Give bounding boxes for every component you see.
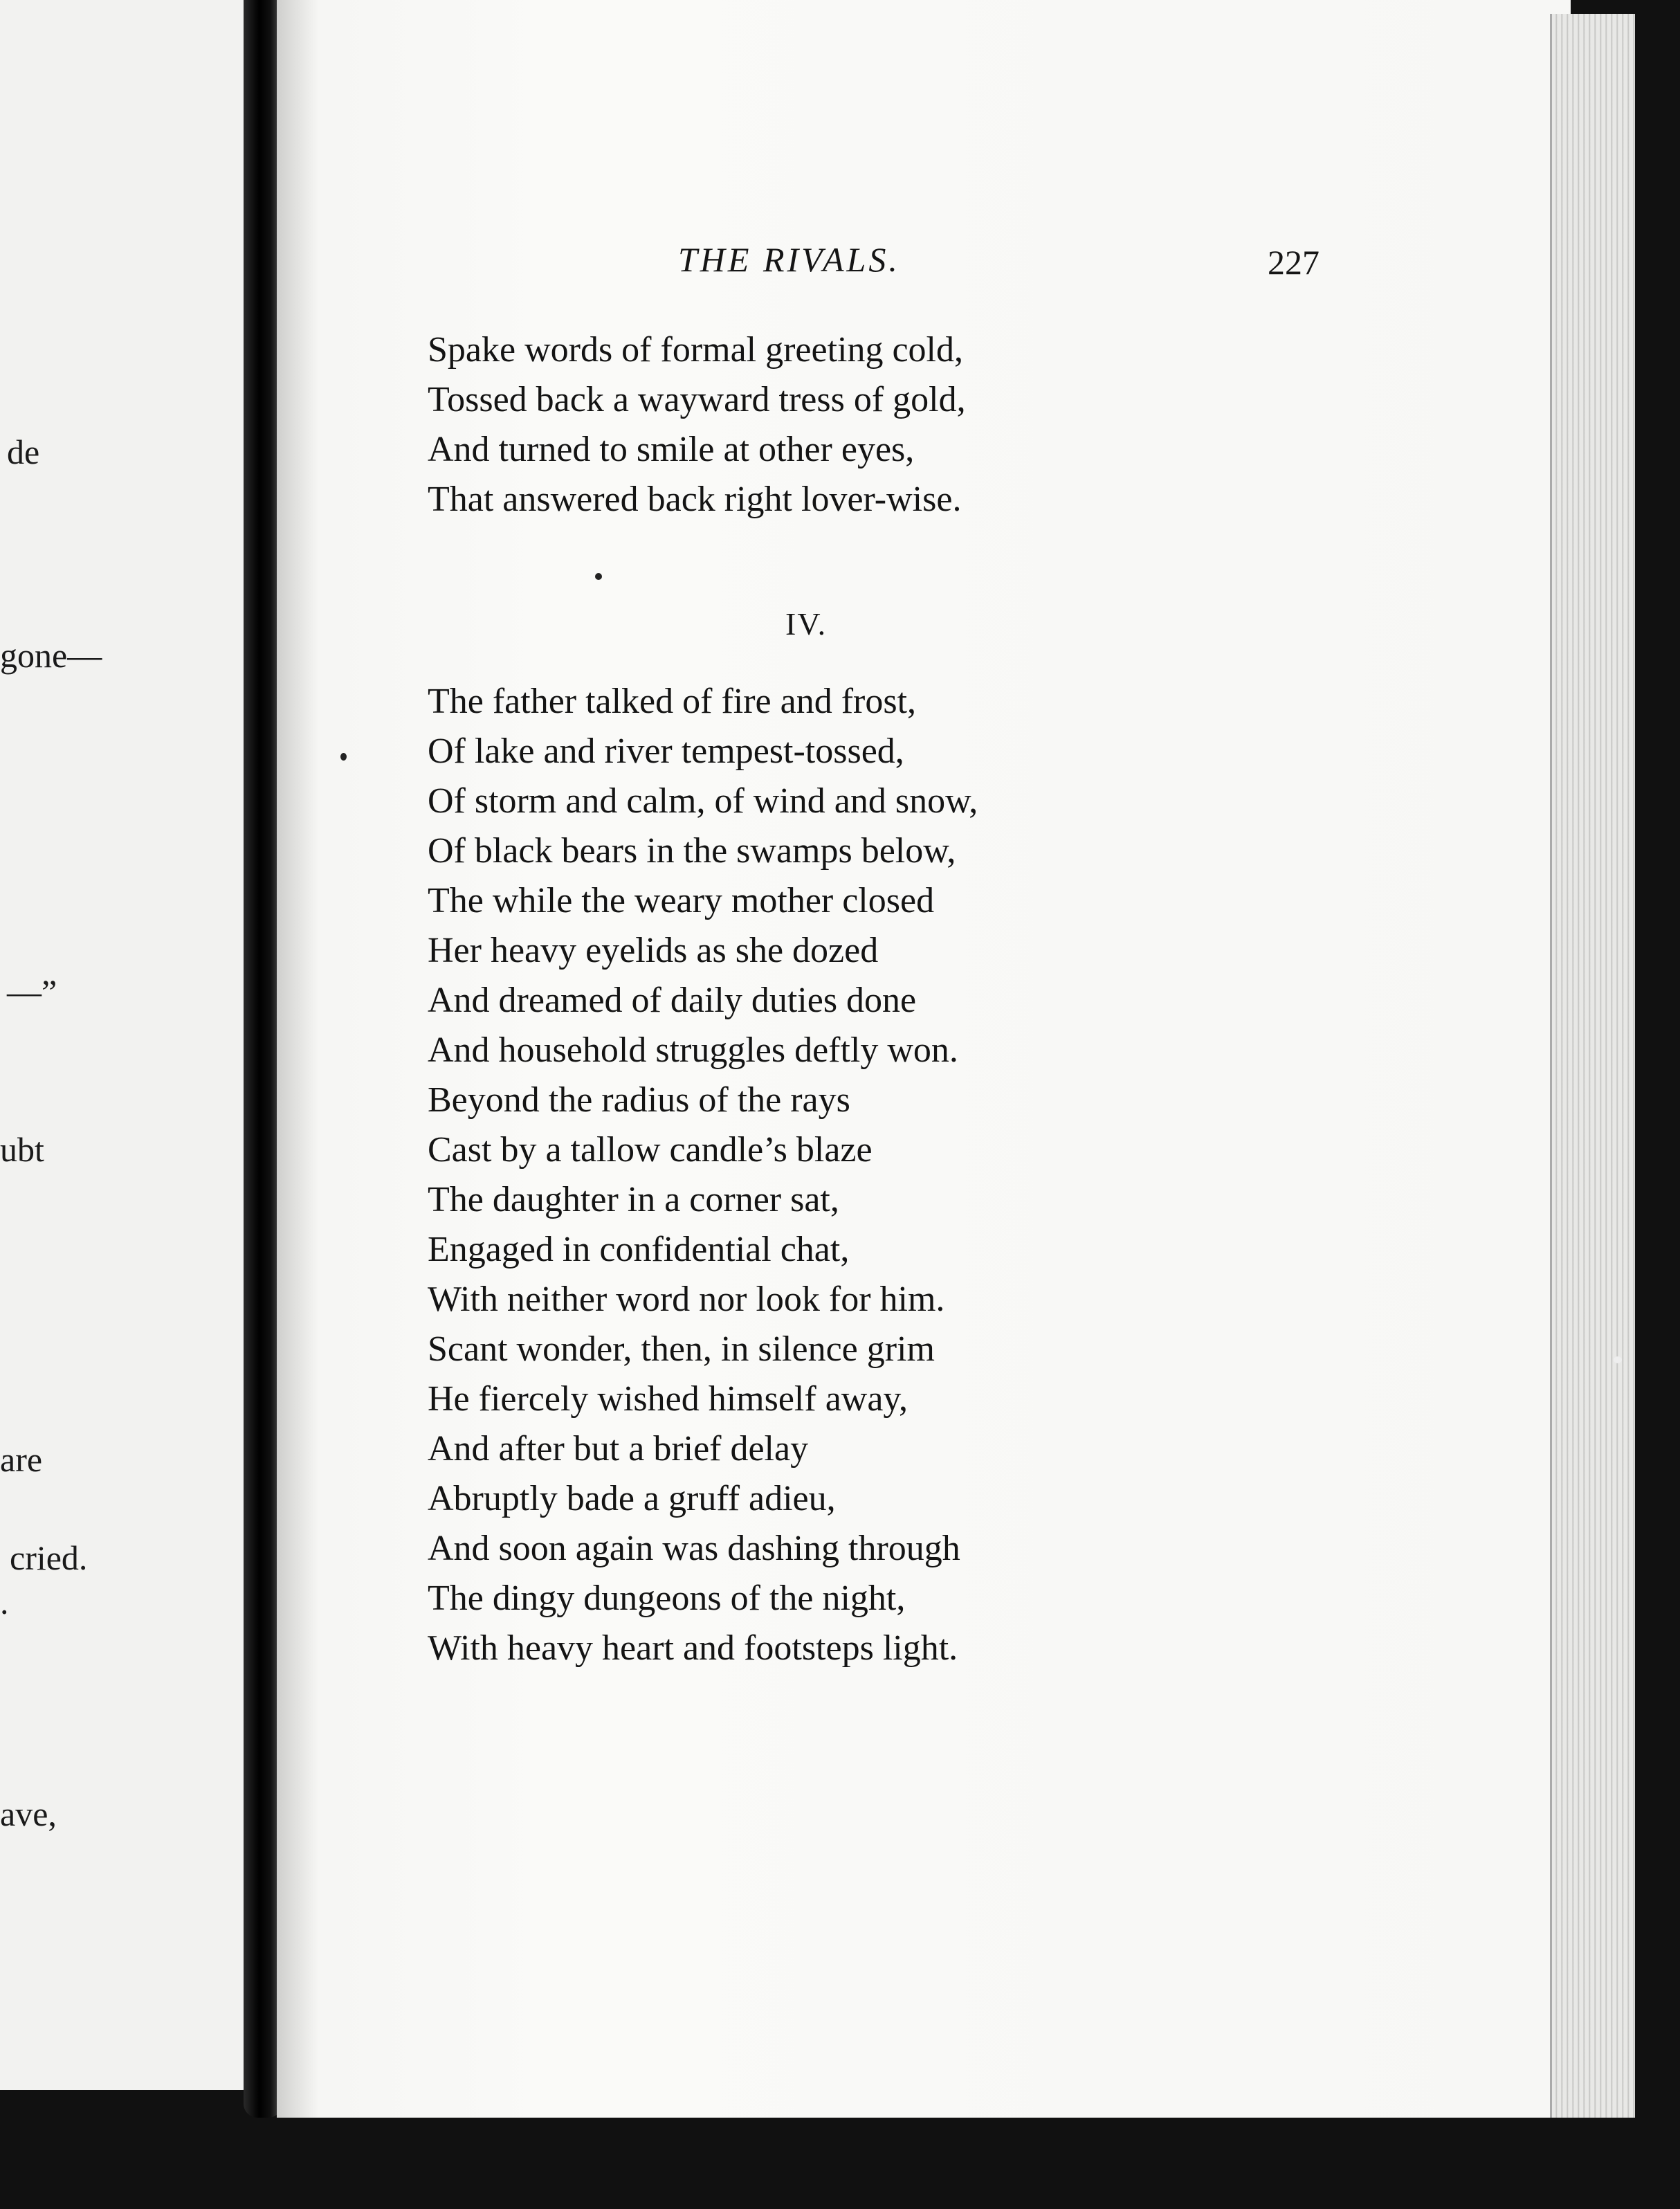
left-page-fragment: —”: [7, 972, 57, 1011]
verse-line: And after but a brief delay: [428, 1429, 809, 1469]
stanza-iii-end: [428, 325, 966, 525]
verse-line: Abruptly bade a gruff adieu,: [428, 1479, 836, 1518]
verse-line: He fiercely wished himself away,: [428, 1379, 909, 1419]
verse-line: With heavy heart and footsteps light.: [428, 1628, 958, 1668]
page-number: 227: [1268, 243, 1320, 282]
verse-line: Of black bears in the swamps below,: [428, 831, 956, 871]
left-page-fragment: .: [0, 1583, 9, 1621]
left-page-fragment: ave,: [0, 1794, 57, 1833]
page-edges: [1550, 14, 1635, 2118]
running-head: THE RIVALS.: [678, 240, 900, 279]
verse-line: Tossed back a wayward tress of gold,: [428, 380, 966, 419]
verse-line: Of storm and calm, of wind and snow,: [428, 781, 978, 821]
left-page-fragment: are: [0, 1440, 43, 1479]
verse-line: And dreamed of daily duties done: [428, 981, 917, 1020]
scan-speck: [1614, 1356, 1622, 1363]
verse-line: Her heavy eyelids as she dozed: [428, 931, 879, 970]
verse-line: Of lake and river tempest-tossed,: [428, 731, 904, 771]
left-page-fragment: de: [7, 433, 40, 471]
left-page-fragment: cried.: [10, 1538, 88, 1577]
verse-line: The father talked of fire and frost,: [428, 682, 917, 721]
verse-line: Beyond the radius of the rays: [428, 1080, 850, 1120]
section-number: IV.: [785, 606, 828, 642]
stanza-iv: [428, 677, 978, 1673]
verse-line: And soon again was dashing through: [428, 1529, 960, 1568]
verse-line: Scant wonder, then, in silence grim: [428, 1329, 935, 1369]
verse-line: And household struggles deftly won.: [428, 1030, 958, 1070]
verse-line: The while the weary mother closed: [428, 881, 935, 920]
left-page-fragment: ubt: [0, 1130, 44, 1169]
verse-line: That answered back right lover-wise.: [428, 480, 962, 519]
verse-line: With neither word nor look for him.: [428, 1280, 945, 1319]
left-page-fragment: gone—: [0, 636, 102, 675]
scan-speck: [340, 753, 347, 761]
verse-line: The dingy dungeons of the night,: [428, 1579, 906, 1618]
verse-line: And turned to smile at other eyes,: [428, 430, 915, 469]
verse-line: Engaged in confidential chat,: [428, 1230, 850, 1269]
scan-speck: [595, 573, 602, 580]
verse-line: Spake words of formal greeting cold,: [428, 330, 964, 370]
verse-line: The daughter in a corner sat,: [428, 1180, 839, 1219]
verse-line: Cast by a tallow candle’s blaze: [428, 1130, 873, 1170]
left-page: [0, 0, 263, 2090]
